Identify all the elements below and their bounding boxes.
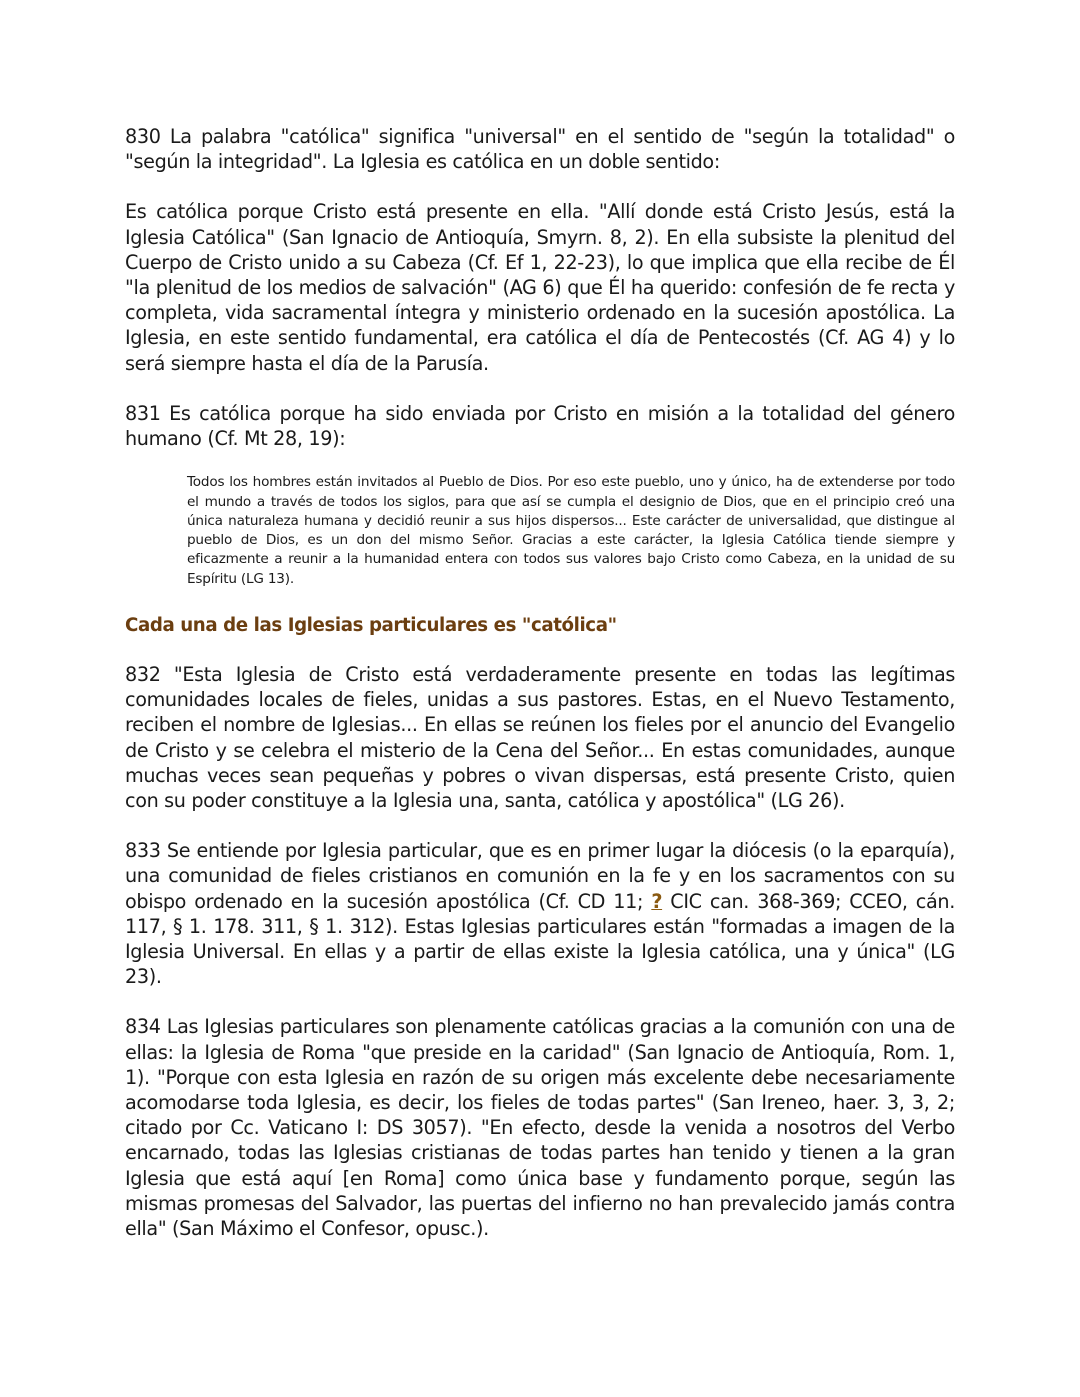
paragraph-833-part-a: 833 Se entiende por Iglesia particular, que es en primer lugar la diócesis (o la eparquía), una comunidad de fieles cristianos en comunión en la fe y en los sacramentos con su obispo ordenado en la sucesión apostólica (Cf. CD 11; [125, 839, 955, 913]
document-page [125, 124, 955, 1266]
paragraph-833 [125, 838, 955, 989]
paragraph-831: 831 Es católica porque ha sido enviada por Cristo en misión a la totalidad del género humano (Cf. Mt 28, 19): [125, 401, 955, 451]
paragraph-830-catholic-presence: Es católica porque Cristo está presente en ella. "Allí donde está Cristo Jesús, está la Iglesia Católica" (San Ignacio de Antioquía, Smyrn. 8, 2). En ella subsiste la plenitud del Cuerpo de Cristo unido a su Cabeza (Cf. Ef 1, 22-23), lo que implica que ella recibe de Él "la plenitud de los medios de salvación" (AG 6) que Él ha querido: confesión de fe recta y completa, vida sacramental íntegra y ministerio ordenado en la sucesión apostólica. La Iglesia, en este sentido fundamental, era católica el día de Pentecostés (Cf. AG 4) y lo será siempre hasta el día de la Parusía. [125, 200, 955, 375]
paragraph-830: 830 La palabra "católica" significa "universal" en el sentido de "según la totalidad" o "según la integridad". La Iglesia es católica en un doble sentido: [125, 125, 955, 174]
paragraph-832: 832 "Esta Iglesia de Cristo está verdaderamente presente en todas las legítimas comunidades locales de fieles, unidas a sus pastores. Estas, en el Nuevo Testamento, reciben el nombre de Iglesias... En ellas se reúnen los fieles por el anuncio del Evangelio de Cristo y se celebra el misterio de la Cena del Señor... En estas comunidades, aunque muchas veces sean pequeñas y pobres o vivan dispersas, está presente Cristo, quien con su poder constituye a la Iglesia una, santa, católica y apostólica" (LG 26). [125, 663, 955, 813]
reference-link[interactable]: ? [651, 889, 663, 913]
paragraph-833-part-b: CIC can. 368-369; CCEO, cán. 117, § 1. 178. 311, § 1. 312). Estas Iglesias particulares están "formadas a imagen de la Iglesia Universal. En ellas y a partir de ellas existe la Iglesia católica, una y única" (LG 23). [125, 889, 955, 989]
block-quote-lg13: Todos los hombres están invitados al Pueblo de Dios. Por eso este pueblo, uno y único, ha de extenderse por todo el mundo a través de todos los siglos, para que así se cumpla el designio de Dios, que en el principio creó una única naturaleza humana y decidió reunir a sus hijos dispersos... Este carácter de universalidad, que distingue al pueblo de Dios, es un don del mismo Señor. Gracias a este carácter, la Iglesia Católica tiende siempre y eficazmente a reunir a la humanidad entera con todos sus valores bajo Cristo como Cabeza, en la unidad de su Espíritu (LG 13). [187, 474, 955, 587]
paragraph-834: 834 Las Iglesias particulares son plenamente católicas gracias a la comunión con una de ellas: la Iglesia de Roma "que preside en la caridad" (San Ignacio de Antioquía, Rom. 1, 1). "Porque con esta Iglesia en razón de su origen más excelente debe necesariamente acomodarse toda Iglesia, es decir, los fieles de todas partes" (San Ireneo, haer. 3, 3, 2; citado por Cc. Vaticano I: DS 3057). "En efecto, desde la venida a nosotros del Verbo encarnado, todas las Iglesias cristianas de todas partes han tenido y tienen a la gran Iglesia que está aquí [en Roma] como única base y fundamento porque, según las mismas promesas del Salvador, las puertas del infierno no han prevalecido jamás contra ella" (San Máximo el Confesor, opusc.). [125, 1015, 955, 1241]
section-heading: Cada una de las Iglesias particulares es "católica" [125, 615, 617, 637]
